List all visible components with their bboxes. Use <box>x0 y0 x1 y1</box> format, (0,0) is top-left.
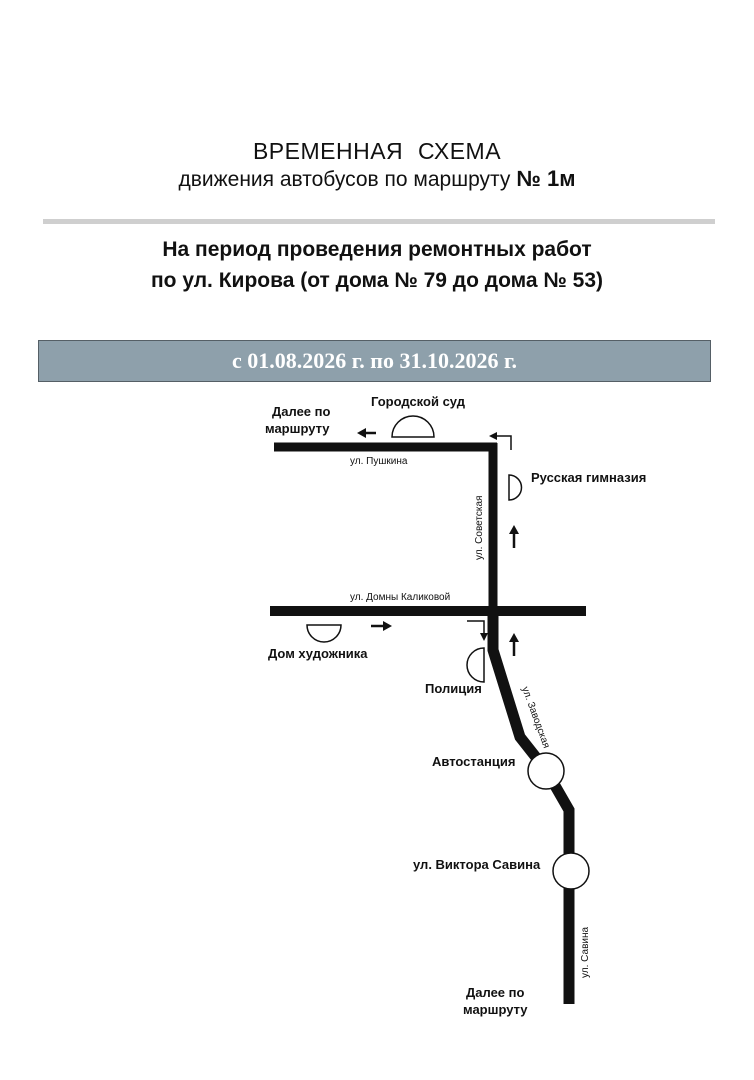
stop-icon-russkaya-gimnaziya <box>509 475 521 500</box>
street-label-kalikovoy: ул. Домны Каликовой <box>350 592 451 603</box>
route-description: движения автобусов по маршруту <box>178 168 511 191</box>
continue-bottom-line2: маршруту <box>463 1002 528 1017</box>
arrow-left-icon <box>357 428 376 438</box>
stop-icon-gorodskoy-sud <box>392 416 434 437</box>
stop-label-avtostanciya: Автостанция <box>432 754 516 769</box>
continue-top-line1: Далее по <box>272 404 331 419</box>
subtitle-line1: На период проведения ремонтных работ <box>162 238 592 261</box>
stop-icon-policiya <box>467 648 484 682</box>
route-number: № 1м <box>516 166 576 191</box>
stop-label-viktora-savina: ул. Виктора Савина <box>413 857 541 872</box>
street-label-pushkina: ул. Пушкина <box>350 456 408 467</box>
arrow-up-icon <box>509 525 519 548</box>
street-zavodskaya-savina <box>493 606 569 1004</box>
arrow-right-icon <box>371 621 392 631</box>
period-text: с 01.08.2026 г. по 31.10.2026 г. <box>232 348 517 373</box>
street-label-savina: ул. Савина <box>580 926 591 978</box>
stop-icon-viktora-savina <box>553 853 589 889</box>
page-title: ВРЕМЕННАЯ СХЕМА <box>252 138 502 164</box>
subtitle-line2: по ул. Кирова (от дома № 79 до дома № 53) <box>150 269 604 292</box>
stop-label-gorodskoy-sud: Городской суд <box>371 394 465 409</box>
street-label-sovetskaya: ул. Советская <box>474 495 485 560</box>
stop-label-russkaya-gimnaziya: Русская гимназия <box>531 470 647 485</box>
arrow-up-icon-2 <box>509 633 519 656</box>
street-label-zavodskaya: ул. Заводская <box>519 685 552 750</box>
arrow-turn-down-icon <box>467 621 488 641</box>
stop-icon-avtostanciya <box>528 753 564 789</box>
stop-icon-dom-hudozhnika <box>307 625 341 642</box>
continue-top-line2: маршруту <box>265 421 330 436</box>
continue-bottom-line1: Далее по <box>466 985 525 1000</box>
stop-label-dom-hudozhnika: Дом художника <box>268 646 368 661</box>
stop-label-policiya: Полиция <box>425 681 482 696</box>
